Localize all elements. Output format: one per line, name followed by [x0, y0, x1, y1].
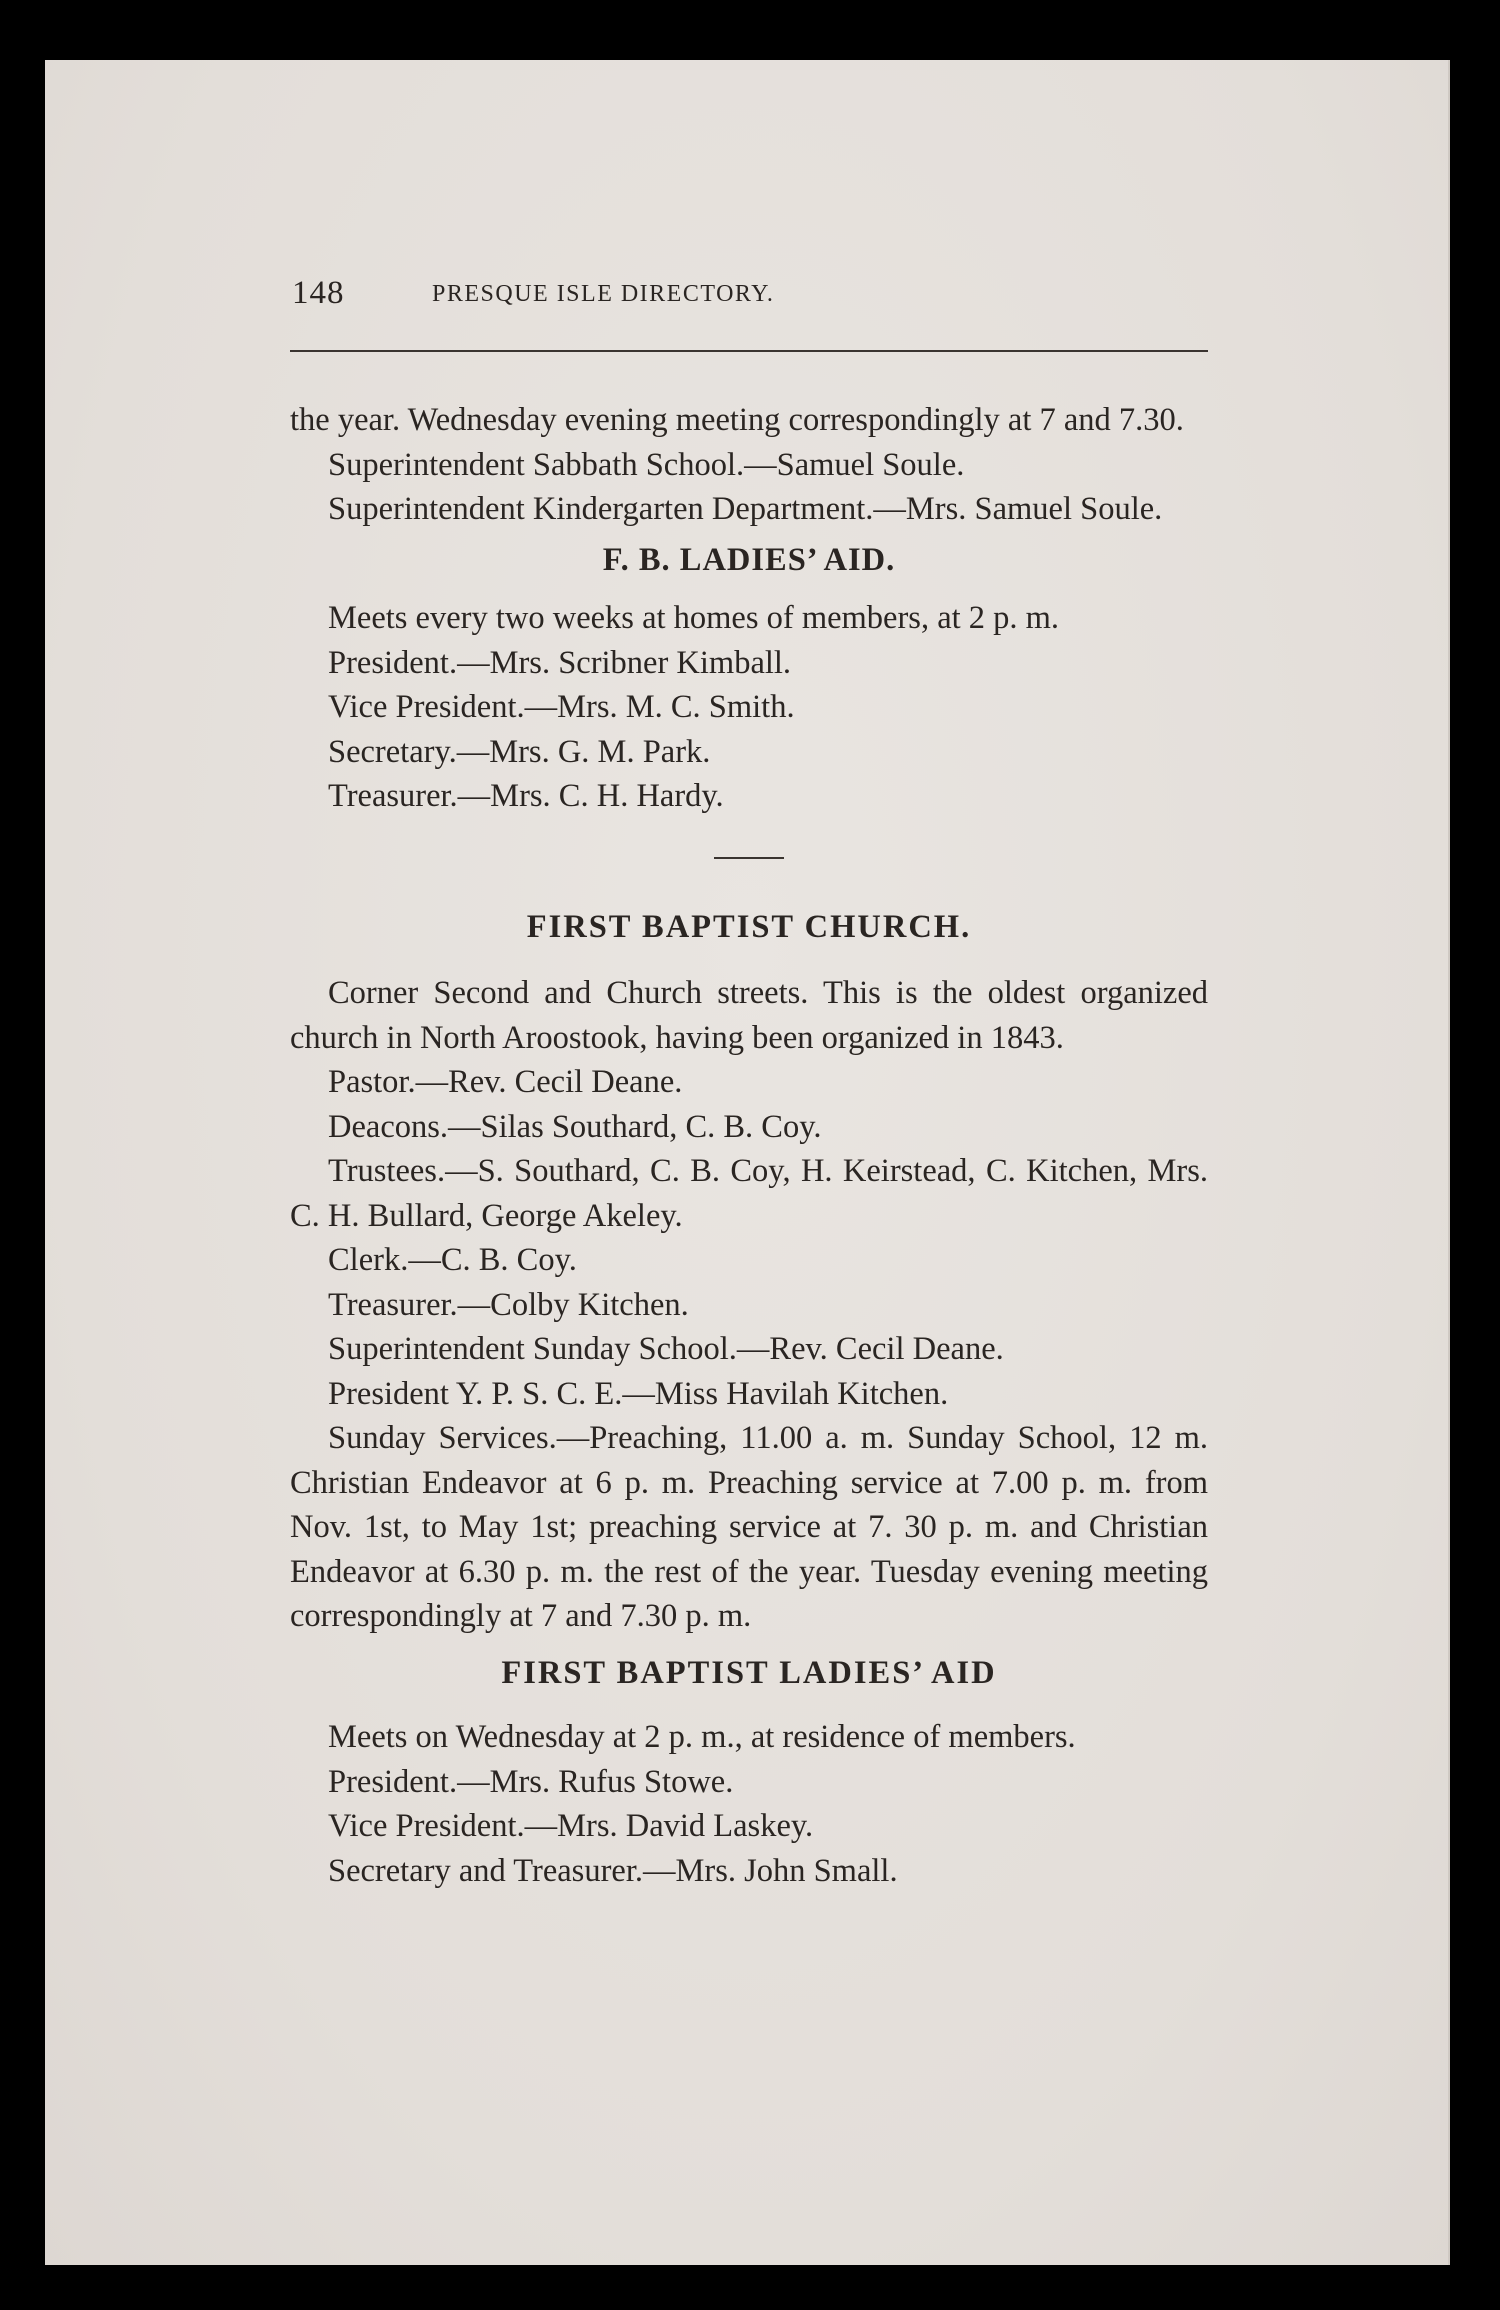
- church-sunday-school-superintendent: Superintendent Sunday School.—Rev. Cecil Deane.: [328, 1331, 1004, 1367]
- fb-ladies-aid-vice-president: Vice President.—Mrs. M. C. Smith.: [328, 689, 795, 725]
- continuation-paragraph: the year. Wednesday evening meeting correspondingly at 7 and 7.30.: [290, 402, 1184, 438]
- running-title: PRESQUE ISLE DIRECTORY.: [432, 281, 775, 307]
- church-intro: Corner Second and Church streets. This is the oldest organized church in North Aroostook, having been organized in 1843.: [290, 975, 1208, 1056]
- first-baptist-ladies-aid-title: FIRST BAPTIST LADIES’ AID: [501, 1654, 997, 1691]
- fb-ladies-aid-meetings: Meets every two weeks at homes of members, at 2 p. m.: [328, 600, 1060, 636]
- church-treasurer: Treasurer.—Colby Kitchen.: [328, 1286, 689, 1323]
- fbla-vice-president: Vice President.—Mrs. David Laskey.: [328, 1808, 814, 1844]
- fb-ladies-aid-treasurer: Treasurer.—Mrs. C. H. Hardy.: [328, 778, 724, 814]
- church-deacons: Deacons.—Silas Southard, C. B. Coy.: [328, 1108, 822, 1145]
- church-trustees: Trustees.—S. Southard, C. B. Coy, H. Keirstead, C. Kitchen, Mrs. C. H. Bullard, George Akeley.: [290, 1153, 1208, 1234]
- fbla-president: President.—Mrs. Rufus Stowe.: [328, 1763, 734, 1800]
- document-page: [45, 60, 1450, 2265]
- running-head: [290, 275, 1208, 315]
- fb-ladies-aid-secretary: Secretary.—Mrs. G. M. Park.: [328, 733, 711, 770]
- page-number: 148: [292, 275, 345, 311]
- sabbath-school-superintendent: Superintendent Sabbath School.—Samuel Soule.: [328, 446, 965, 483]
- fb-ladies-aid-title: F. B. LADIES’ AID.: [602, 541, 896, 578]
- first-baptist-church-title: FIRST BAPTIST CHURCH.: [526, 908, 972, 945]
- church-clerk: Clerk.—C. B. Coy.: [328, 1242, 577, 1278]
- section-divider: [714, 857, 784, 859]
- fb-ladies-aid-president: President.—Mrs. Scribner Kimball.: [328, 644, 792, 681]
- body-text: [290, 398, 1208, 1893]
- church-sunday-services: Sunday Services.—Preaching, 11.00 a. m. Sunday School, 12 m. Christian Endeavor at 6 p. m. Preaching service at 7.00 p. m. from Nov. 1st, to May 1st; preaching service at 7. 30 p. m. and Christian Endeavor at 6.30 p. m. the rest of the year. Tuesday evening meeting correspondingly at 7 and 7.30 p. m.: [290, 1420, 1208, 1634]
- church-ypsce-president: President Y. P. S. C. E.—Miss Havilah Kitchen.: [328, 1375, 949, 1412]
- header-rule: [290, 350, 1208, 352]
- fbla-meetings: Meets on Wednesday at 2 p. m., at residence of members.: [328, 1719, 1076, 1755]
- kindergarten-superintendent: Superintendent Kindergarten Department.—Mrs. Samuel Soule.: [328, 491, 1163, 527]
- church-pastor: Pastor.—Rev. Cecil Deane.: [328, 1064, 683, 1100]
- fbla-secretary-treasurer: Secretary and Treasurer.—Mrs. John Small.: [328, 1852, 898, 1889]
